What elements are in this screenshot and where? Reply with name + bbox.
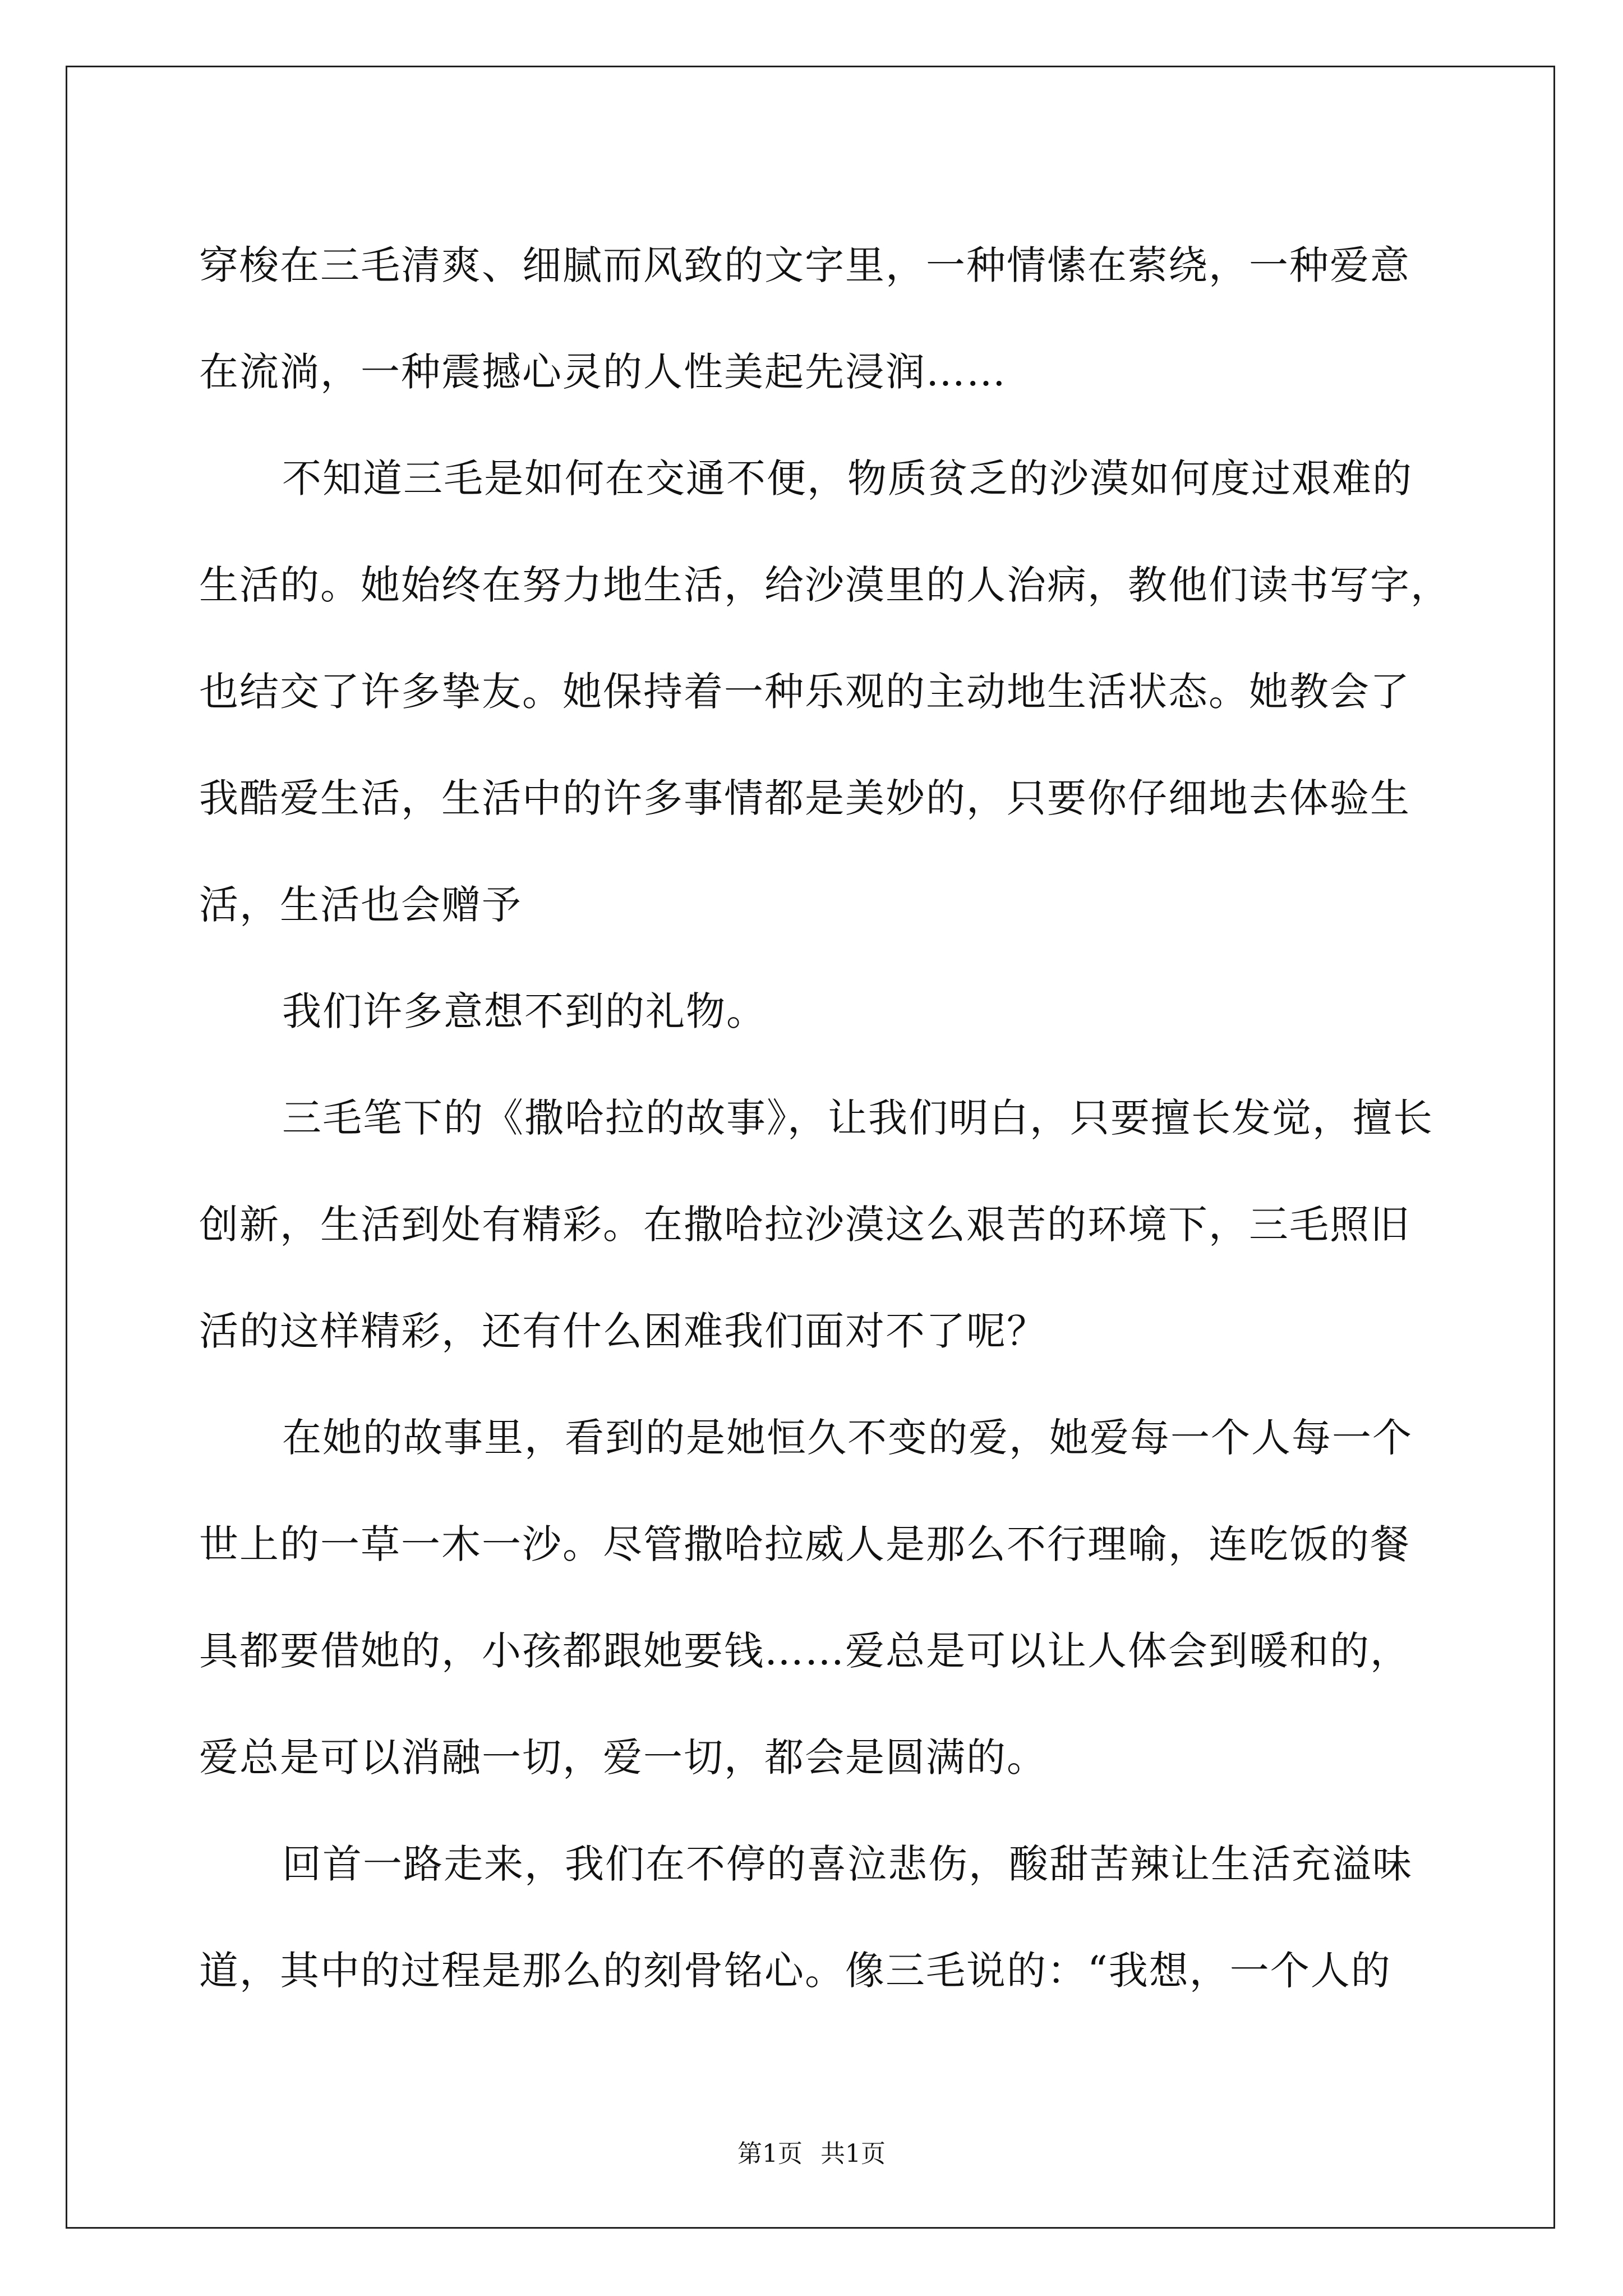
text-line: 我们许多意想不到的礼物。	[282, 988, 767, 1034]
text-line: 爱总是可以消融一切，爱一切，都会是圆满的。	[199, 1734, 1047, 1780]
text-line: 我酷爱生活，生活中的许多事情都是美妙的，只要你仔细地去体验生	[199, 775, 1410, 821]
text-line: 三毛笔下的《撒哈拉的故事》，让我们明白，只要擅长发觉，擅长	[282, 1095, 1433, 1141]
text-line: 生活的。她始终在努力地生活，给沙漠里的人治病，教他们读书写字，	[199, 562, 1451, 608]
page-number: 第1页	[737, 2139, 803, 2168]
text-line: 道，其中的过程是那么的刻骨铭心。像三毛说的：“我想，一个人的	[199, 1948, 1391, 1994]
text-line: 穿梭在三毛清爽、细腻而风致的文字里，一种情愫在萦绕，一种爱意	[199, 242, 1410, 288]
page-footer	[0, 2137, 1623, 2171]
document-body	[199, 212, 1451, 2024]
text-line: 创新，生活到处有精彩。在撒哈拉沙漠这么艰苦的环境下，三毛照旧	[199, 1202, 1410, 1248]
text-line: 活的这样精彩，还有什么困难我们面对不了呢？	[199, 1308, 1047, 1354]
text-line: 也结交了许多挚友。她保持着一种乐观的主动地生活状态。她教会了	[199, 669, 1410, 715]
text-line: 活，生活也会赠予	[199, 882, 522, 928]
text-line: 在她的故事里，看到的是她恒久不变的爱，她爱每一个人每一个	[282, 1415, 1413, 1461]
text-line: 世上的一草一木一沙。尽管撒哈拉威人是那么不行理喻，连吃饭的餐	[199, 1521, 1410, 1567]
text-line: 不知道三毛是如何在交通不便，物质贫乏的沙漠如何度过艰难的	[282, 455, 1413, 501]
text-line: 回首一路走来，我们在不停的喜泣悲伤，酸甜苦辣让生活充溢味	[282, 1841, 1413, 1887]
text-line: 具都要借她的，小孩都跟她要钱……爱总是可以让人体会到暖和的，	[199, 1628, 1410, 1674]
page-total: 共1页	[820, 2139, 886, 2168]
text-line: 在流淌，一种震撼心灵的人性美起先浸润……	[199, 349, 1007, 395]
